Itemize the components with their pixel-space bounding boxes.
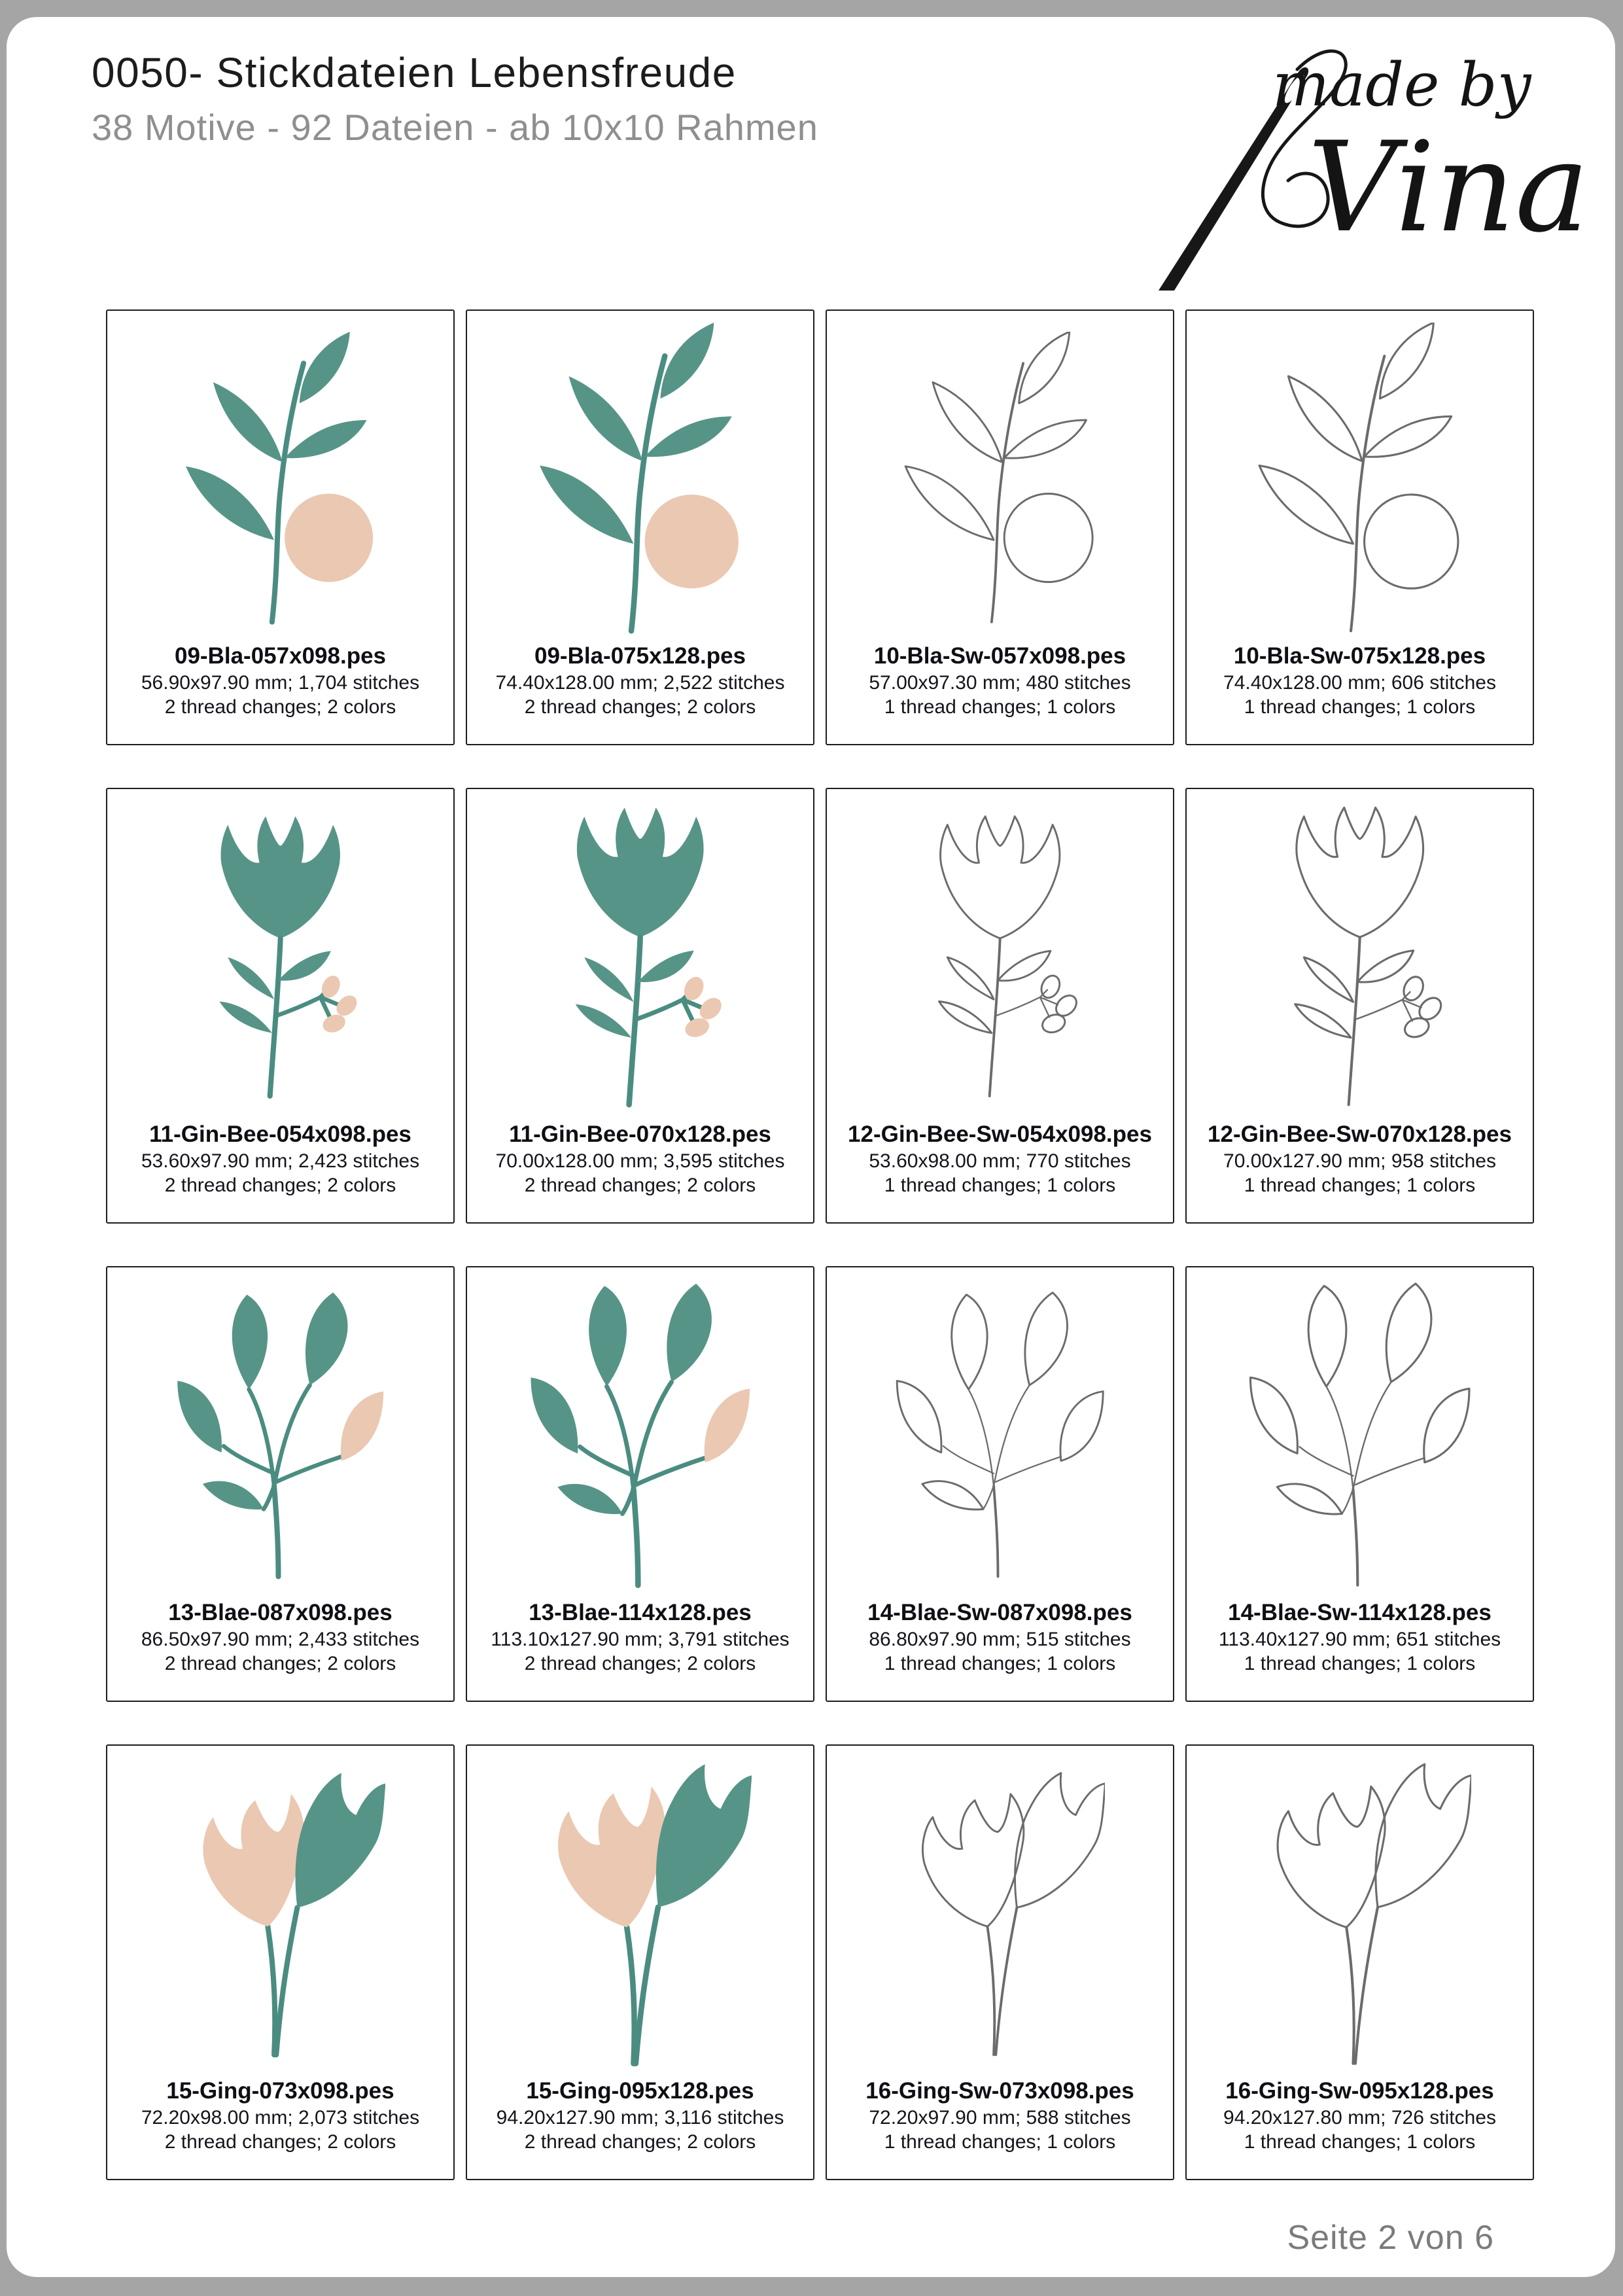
- motif-image: [1187, 1751, 1533, 2077]
- motif-image: [467, 1751, 813, 2077]
- motif-image: [827, 316, 1173, 642]
- leaf-branch-with-circle-illustration: [175, 332, 385, 626]
- motif-dimensions: 86.50x97.90 mm; 2,433 stitches: [141, 1629, 420, 1650]
- logo-vina-text: Vina: [1308, 115, 1590, 260]
- motif-filename: 15-Ging-095x128.pes: [526, 2078, 754, 2104]
- leaf-branch-with-circle-illustration: [895, 332, 1105, 626]
- ginkgo-pair-illustration: [1248, 1757, 1471, 2070]
- page-header: [92, 48, 818, 149]
- large-leaves-illustration: [175, 1288, 385, 1583]
- motif-image: [467, 794, 813, 1120]
- motif-image: [107, 1751, 453, 2077]
- motif-card: [106, 1266, 455, 1702]
- motif-card: [106, 309, 455, 745]
- motif-dimensions: 113.40x127.90 mm; 651 stitches: [1218, 1629, 1501, 1650]
- motif-dimensions: 72.20x98.00 mm; 2,073 stitches: [141, 2107, 420, 2128]
- motif-card: [826, 1744, 1174, 2180]
- motif-threads: 1 thread changes; 1 colors: [1244, 1653, 1476, 1674]
- motif-card: [1185, 788, 1534, 1224]
- motif-dimensions: 74.40x128.00 mm; 2,522 stitches: [495, 672, 785, 694]
- motif-card: [826, 1266, 1174, 1702]
- page-number: Seite 2 von 6: [1287, 2219, 1494, 2257]
- motif-threads: 2 thread changes; 2 colors: [164, 2131, 396, 2153]
- motif-dimensions: 53.60x97.90 mm; 2,423 stitches: [141, 1150, 420, 1172]
- motif-threads: 1 thread changes; 1 colors: [1244, 1174, 1476, 1196]
- motif-threads: 2 thread changes; 2 colors: [524, 2131, 756, 2153]
- motif-image: [107, 316, 453, 642]
- motif-dimensions: 113.10x127.90 mm; 3,791 stitches: [491, 1629, 790, 1650]
- motif-filename: 09-Bla-075x128.pes: [534, 643, 746, 669]
- motif-threads: 1 thread changes; 1 colors: [884, 2131, 1116, 2153]
- leaf-branch-with-circle-illustration: [1248, 323, 1471, 635]
- ginkgo-pair-illustration: [895, 1767, 1105, 2061]
- leaf-branch-with-circle-illustration: [529, 323, 752, 635]
- motif-card: [466, 1744, 814, 2180]
- motif-card: [1185, 1744, 1534, 2180]
- ginkgo-with-berries-illustration: [529, 801, 752, 1114]
- motif-threads: 2 thread changes; 2 colors: [164, 696, 396, 718]
- motif-threads: 2 thread changes; 2 colors: [164, 1174, 396, 1196]
- motif-threads: 2 thread changes; 2 colors: [524, 1174, 756, 1196]
- motif-image: [827, 1751, 1173, 2077]
- motif-filename: 11-Gin-Bee-054x098.pes: [149, 1122, 411, 1147]
- motif-threads: 2 thread changes; 2 colors: [524, 696, 756, 718]
- ginkgo-with-berries-illustration: [175, 810, 385, 1104]
- motif-card: [106, 788, 455, 1224]
- motif-filename: 16-Ging-Sw-095x128.pes: [1225, 2078, 1494, 2104]
- motif-dimensions: 72.20x97.90 mm; 588 stitches: [869, 2107, 1131, 2128]
- motif-threads: 1 thread changes; 1 colors: [884, 696, 1116, 718]
- motif-filename: 13-Blae-114x128.pes: [529, 1600, 752, 1625]
- motif-dimensions: 53.60x98.00 mm; 770 stitches: [869, 1150, 1131, 1172]
- motif-card: [826, 788, 1174, 1224]
- motif-filename: 11-Gin-Bee-070x128.pes: [509, 1122, 771, 1147]
- motif-threads: 1 thread changes; 1 colors: [1244, 696, 1476, 718]
- motif-dimensions: 70.00x127.90 mm; 958 stitches: [1223, 1150, 1496, 1172]
- motif-card: [466, 788, 814, 1224]
- ginkgo-pair-illustration: [529, 1757, 752, 2070]
- motif-card: [1185, 309, 1534, 745]
- motif-dimensions: 94.20x127.90 mm; 3,116 stitches: [496, 2107, 784, 2128]
- ginkgo-pair-illustration: [175, 1767, 385, 2061]
- motif-dimensions: 74.40x128.00 mm; 606 stitches: [1223, 672, 1496, 694]
- brand-logo: [1156, 31, 1590, 300]
- motif-image: [1187, 316, 1533, 642]
- motif-filename: 10-Bla-Sw-057x098.pes: [873, 643, 1126, 669]
- motif-dimensions: 86.80x97.90 mm; 515 stitches: [869, 1629, 1131, 1650]
- motif-image: [467, 1273, 813, 1598]
- motif-filename: 12-Gin-Bee-Sw-070x128.pes: [1208, 1122, 1512, 1147]
- motif-filename: 10-Bla-Sw-075x128.pes: [1233, 643, 1486, 669]
- motif-image: [1187, 1273, 1533, 1598]
- motif-threads: 2 thread changes; 2 colors: [164, 1653, 396, 1674]
- motif-image: [107, 794, 453, 1120]
- motif-threads: 1 thread changes; 1 colors: [884, 1653, 1116, 1674]
- large-leaves-illustration: [1248, 1279, 1471, 1592]
- motif-image: [467, 316, 813, 642]
- large-leaves-illustration: [529, 1279, 752, 1592]
- ginkgo-with-berries-illustration: [895, 810, 1105, 1104]
- catalog-page: [7, 17, 1615, 2277]
- large-leaves-illustration: [895, 1288, 1105, 1583]
- motif-dimensions: 94.20x127.80 mm; 726 stitches: [1223, 2107, 1496, 2128]
- motif-filename: 14-Blae-Sw-087x098.pes: [867, 1600, 1132, 1625]
- motif-filename: 09-Bla-057x098.pes: [175, 643, 386, 669]
- motif-filename: 14-Blae-Sw-114x128.pes: [1228, 1600, 1492, 1625]
- logo-made-by-text: made by: [1272, 50, 1531, 120]
- motif-filename: 16-Ging-Sw-073x098.pes: [865, 2078, 1134, 2104]
- motif-image: [827, 1273, 1173, 1598]
- page-title: 0050- Stickdateien Lebensfreude: [92, 49, 737, 96]
- motif-card: [466, 1266, 814, 1702]
- motif-threads: 2 thread changes; 2 colors: [524, 1653, 756, 1674]
- motif-image: [827, 794, 1173, 1120]
- motif-dimensions: 56.90x97.90 mm; 1,704 stitches: [141, 672, 420, 694]
- motif-dimensions: 57.00x97.30 mm; 480 stitches: [869, 672, 1131, 694]
- motif-threads: 1 thread changes; 1 colors: [1244, 2131, 1476, 2153]
- motif-dimensions: 70.00x128.00 mm; 3,595 stitches: [495, 1150, 785, 1172]
- motif-grid: [106, 309, 1534, 2180]
- ginkgo-with-berries-illustration: [1248, 801, 1471, 1114]
- page-subtitle: 38 Motive - 92 Dateien - ab 10x10 Rahmen: [92, 107, 818, 148]
- motif-card: [1185, 1266, 1534, 1702]
- motif-filename: 13-Blae-087x098.pes: [168, 1600, 393, 1625]
- motif-threads: 1 thread changes; 1 colors: [884, 1174, 1116, 1196]
- motif-image: [107, 1273, 453, 1598]
- motif-card: [466, 309, 814, 745]
- motif-card: [106, 1744, 455, 2180]
- motif-card: [826, 309, 1174, 745]
- motif-filename: 12-Gin-Bee-Sw-054x098.pes: [848, 1122, 1152, 1147]
- motif-image: [1187, 794, 1533, 1120]
- motif-filename: 15-Ging-073x098.pes: [166, 2078, 394, 2104]
